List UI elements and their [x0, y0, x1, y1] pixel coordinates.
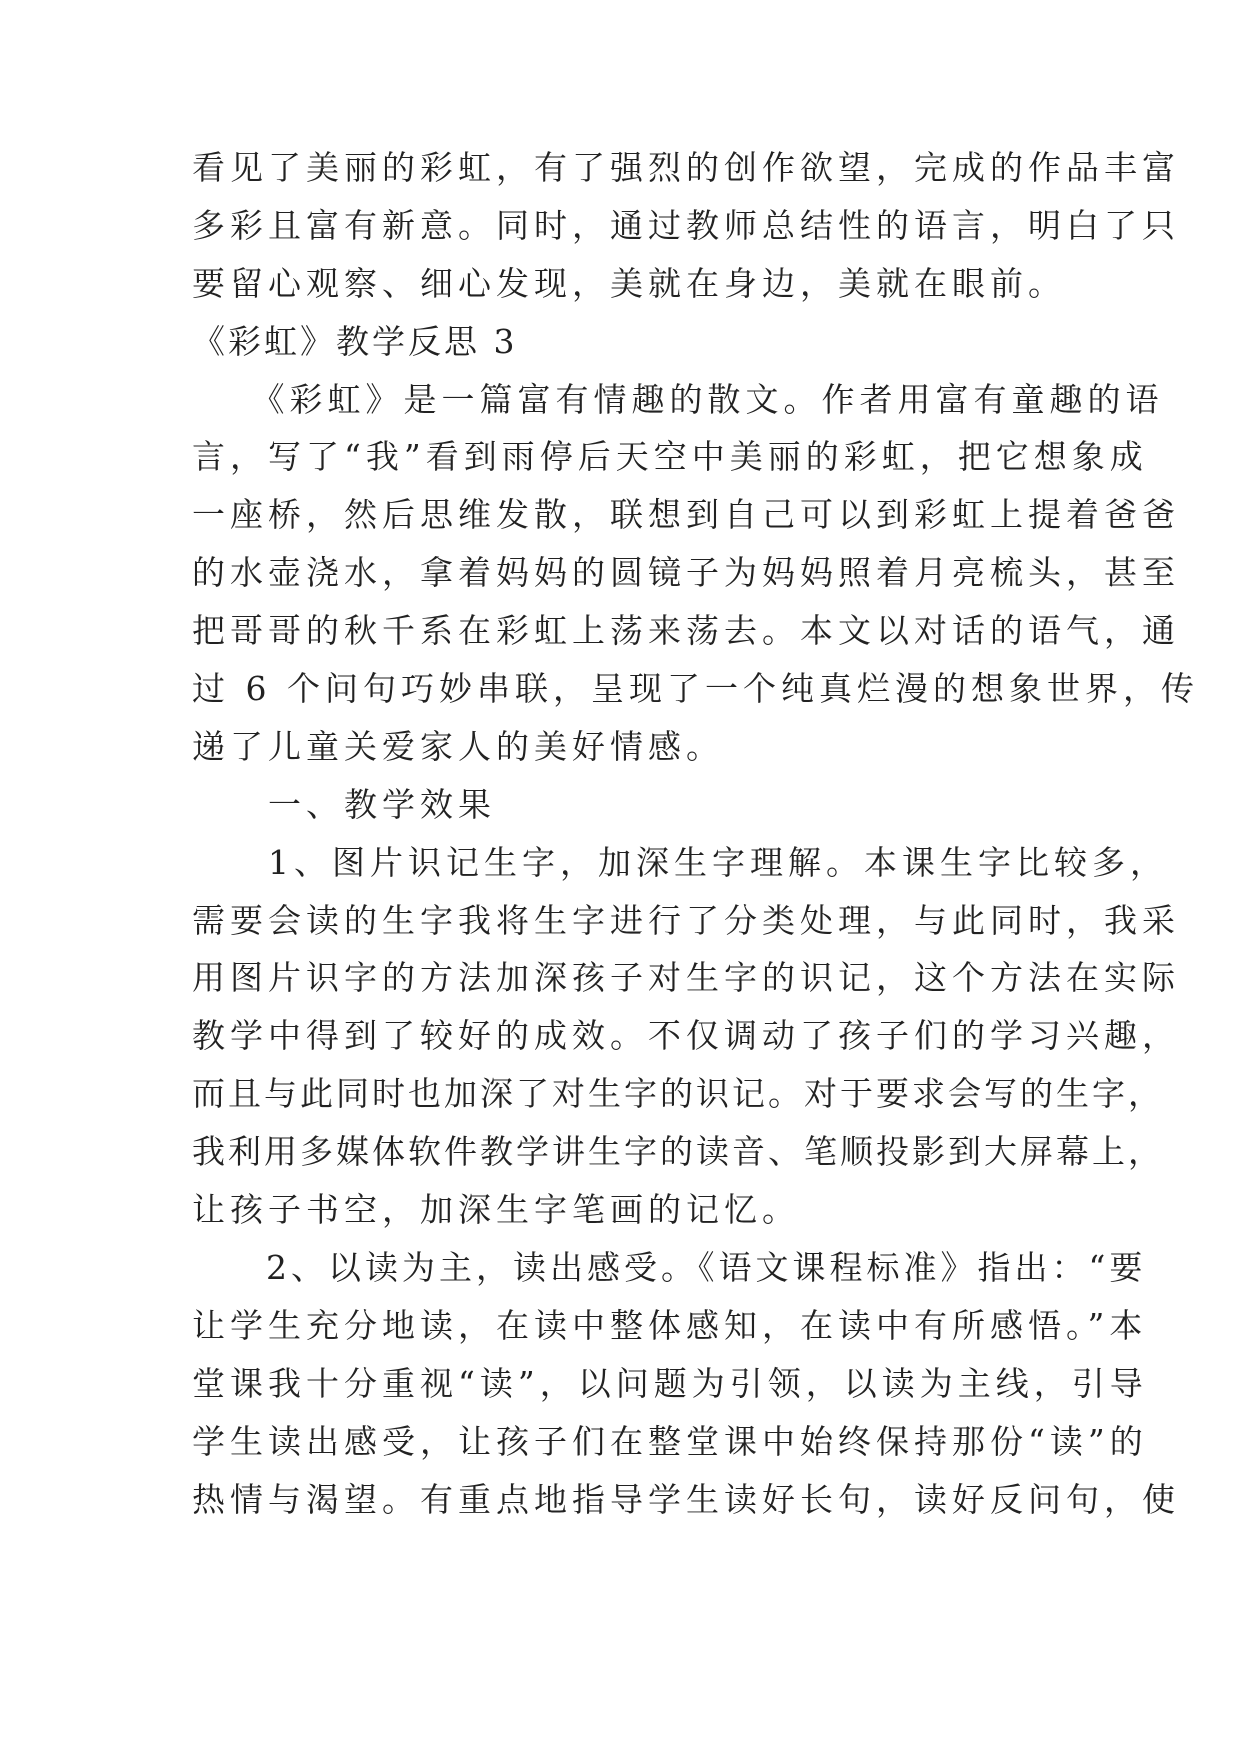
- text-line: 用图片识字的方法加深孩子对生字的识记，这个方法在实际: [192, 958, 1180, 997]
- section-heading: 《彩虹》教学反思 3: [192, 322, 518, 361]
- subheading: 一、教学效果: [192, 785, 496, 824]
- text-line: 一座桥，然后思维发散，联想到自己可以到彩虹上提着爸爸: [192, 495, 1180, 534]
- text-line: 过 6 个问句巧妙串联，呈现了一个纯真烂漫的想象世界，传: [192, 669, 1199, 708]
- text-line: 把哥哥的秋千系在彩虹上荡来荡去。本文以对话的语气，通: [192, 611, 1180, 650]
- text-line: 看见了美丽的彩虹，有了强烈的创作欲望，完成的作品丰富: [192, 148, 1180, 187]
- text-line: 热情与渴望。有重点地指导学生读好长句，读好反问句，使: [192, 1480, 1180, 1519]
- text-line: 1、图片识记生字，加深生字理解。本课生字比较多，: [192, 843, 1168, 882]
- text-line: 堂课我十分重视“读”，以问题为引领，以读为主线，引导: [192, 1364, 1148, 1403]
- text-line: 需要会读的生字我将生字进行了分类处理，与此同时，我采: [192, 901, 1180, 940]
- text-line: 的水壶浇水，拿着妈妈的圆镜子为妈妈照着月亮梳头，甚至: [192, 553, 1180, 592]
- text-line: 多彩且富有新意。同时，通过教师总结性的语言，明白了只: [192, 206, 1180, 245]
- text-line: 让孩子书空，加深生字笔画的记忆。: [192, 1190, 800, 1229]
- text-line: 2、以读为主，读出感受。《语文课程标准》指出：“要: [192, 1248, 1147, 1287]
- text-line: 我利用多媒体软件教学讲生字的读音、笔顺投影到大屏幕上，: [192, 1132, 1164, 1171]
- text-line: 言，写了“我”看到雨停后天空中美丽的彩虹，把它想象成: [192, 437, 1148, 476]
- text-line: 《彩虹》是一篇富有情趣的散文。作者用富有童趣的语: [192, 380, 1164, 419]
- text-line: 让学生充分地读，在读中整体感知，在读中有所感悟。”本: [192, 1306, 1148, 1345]
- text-line: 要留心观察、细心发现，美就在身边，美就在眼前。: [192, 264, 1066, 303]
- text-line: 递了儿童关爱家人的美好情感。: [192, 727, 724, 766]
- text-line: 教学中得到了较好的成效。不仅调动了孩子们的学习兴趣，: [192, 1016, 1180, 1055]
- text-line: 学生读出感受，让孩子们在整堂课中始终保持那份“读”的: [192, 1422, 1148, 1461]
- text-line: 而且与此同时也加深了对生字的识记。对于要求会写的生字，: [192, 1074, 1164, 1113]
